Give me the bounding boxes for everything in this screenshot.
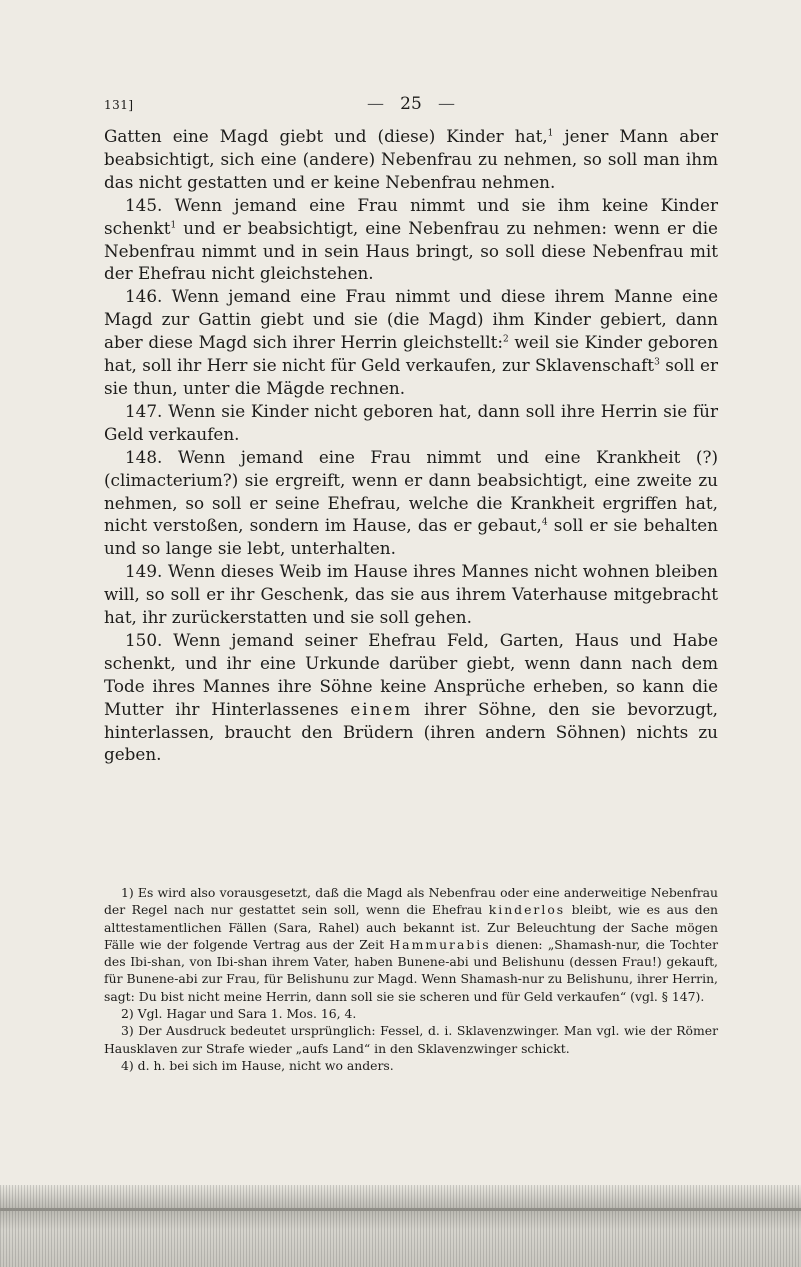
text-run: und er beabsichtigt, eine Nebenfrau zu nehmen: wenn er die Nebenfrau nimmt und in sein Haus bringt, so soll diese Nebenfrau mit der Ehefrau nicht gleichstehen.: [104, 217, 718, 284]
text-run: 150. Wenn jemand seiner Ehefrau Feld, Garten, Haus und Habe schenkt, und ihr eine Urkunde darüber giebt, wenn dann nach dem Tode ihres Mannes ihre Söhne keine Ansprüche erheben, so kann die Mutter ihr Hinterlassenes: [104, 629, 718, 719]
text-run: weil sie Kinder geboren hat, soll ihr Herr sie nicht für Geld verkaufen, zur Sklavenschaft: [104, 332, 718, 376]
paragraph-p150: [104, 629, 718, 766]
paragraph-p147: [104, 400, 718, 446]
text-run: 1) Es wird also vorausgesetzt, daß die Magd als Nebenfrau oder eine anderweitige Nebenfrau der Regel nach nur gestattet sein soll, wenn die Ehefrau: [104, 885, 718, 918]
text-run: 2) Vgl. Hagar und Sara 1. Mos. 16, 4.: [121, 1006, 357, 1022]
page-bottom-edge: [0, 1185, 801, 1267]
footnote-marker: 2: [503, 334, 509, 345]
text-run: ihrer Söhne, den sie bevorzugt, hinterlassen, braucht den Brüdern (ihren andern Söhnen) nichts zu geben.: [104, 698, 718, 765]
paragraph-p148: [104, 446, 718, 561]
footnote-marker: 1: [170, 220, 177, 231]
main-text: [104, 125, 718, 766]
footnote-fn3: [104, 1022, 718, 1057]
text-run: 3) Der Ausdruck bedeutet ursprünglich: Fessel, d. i. Sklavenzwinger. Man vgl. wie der Römer Hausklaven zur Strafe wieder „aufs Land“ in den Sklavenzwinger schickt.: [104, 1023, 718, 1056]
paragraph-p146: [104, 285, 718, 400]
text-run: bleibt, wie es aus den alttestamentlichen Fällen (Sara, Rahel) auch bekannt ist. Zur Beleuchtung der Sache mögen Fälle wie der folgende Vertrag aus der Zeit: [104, 902, 719, 952]
text-run: soll er sie behalten und so lange sie lebt, unterhalten.: [104, 515, 718, 559]
text-run: 146. Wenn jemand eine Frau nimmt und diese ihrem Manne eine Magd zur Gattin giebt und sie (die Magd) ihm Kinder gebiert, dann aber diese Magd sich ihrer Herrin gleichstellt:: [104, 286, 718, 353]
text-run: jener Mann aber beabsichtigt, sich eine (andere) Nebenfrau zu nehmen, so soll man ihm das nicht gestatten und er keine Nebenfrau nehmen.: [104, 126, 719, 192]
emphasized-text: kinderlos: [488, 902, 566, 918]
page-bottom-rule: [0, 1208, 801, 1211]
emphasized-text: einem: [350, 698, 413, 719]
footnote-marker: 4: [541, 517, 548, 528]
page-reference: 131]: [104, 98, 134, 112]
footnote-fn1: [104, 884, 718, 1005]
text-run: 148. Wenn jemand eine Frau nimmt und eine Krankheit (?) (climacterium?) sie ergreift, wenn er dann beabsichtigt, eine zweite zu nehmen, so soll er seine Ehefrau, welche die Krankheit ergriffen hat, nicht verstoßen, sondern im Hause, das er gebaut,: [104, 446, 718, 536]
text-run: 149. Wenn dieses Weib im Hause ihres Mannes nicht wohnen bleiben will, so soll er ihr Geschenk, das sie aus ihrem Vaterhause mitgebracht hat, ihr zurückerstatten und sie soll gehen.: [104, 561, 718, 628]
footnote-marker: 1: [547, 128, 554, 139]
text-run: 145. Wenn jemand eine Frau nimmt und sie ihm keine Kinder schenkt: [104, 194, 718, 238]
page-number: — 25 —: [366, 94, 456, 114]
footnotes: [104, 884, 718, 1074]
paragraph-p145: [104, 194, 718, 286]
text-run: dienen: „Shamash-nur, die Tochter des Ibi-shan, von Ibi-shan ihrem Vater, haben Bunene-abi und Belishunu (dessen Frau!) gekauft, für Bunene-abi zur Frau, für Belishunu zur Magd. Wenn Shamash-nur zu Belishunu, ihrer Herrin, sagt: Du bist nicht meine Herrin, dann soll sie sie scheren und für Geld verkaufen“ (vgl. § 147).: [104, 936, 718, 1004]
footnote-fn4: [104, 1057, 718, 1074]
text-run: soll er sie thun, unter die Mägde rechnen.: [104, 355, 718, 398]
paragraph-p149: [104, 560, 718, 629]
footnote-marker: 3: [654, 357, 660, 368]
page-header: [104, 94, 718, 118]
text-run: 4) d. h. bei sich im Hause, nicht wo anders.: [121, 1057, 394, 1073]
text-run: Gatten eine Magd giebt und (diese) Kinder hat,: [104, 126, 548, 146]
text-run: 147. Wenn sie Kinder nicht geboren hat, dann soll ihre Herrin sie für Geld verkaufen.: [104, 400, 718, 444]
paragraph-intro: [104, 125, 718, 194]
footnote-fn2: [104, 1005, 718, 1022]
emphasized-text: Hammurabis: [389, 936, 491, 952]
